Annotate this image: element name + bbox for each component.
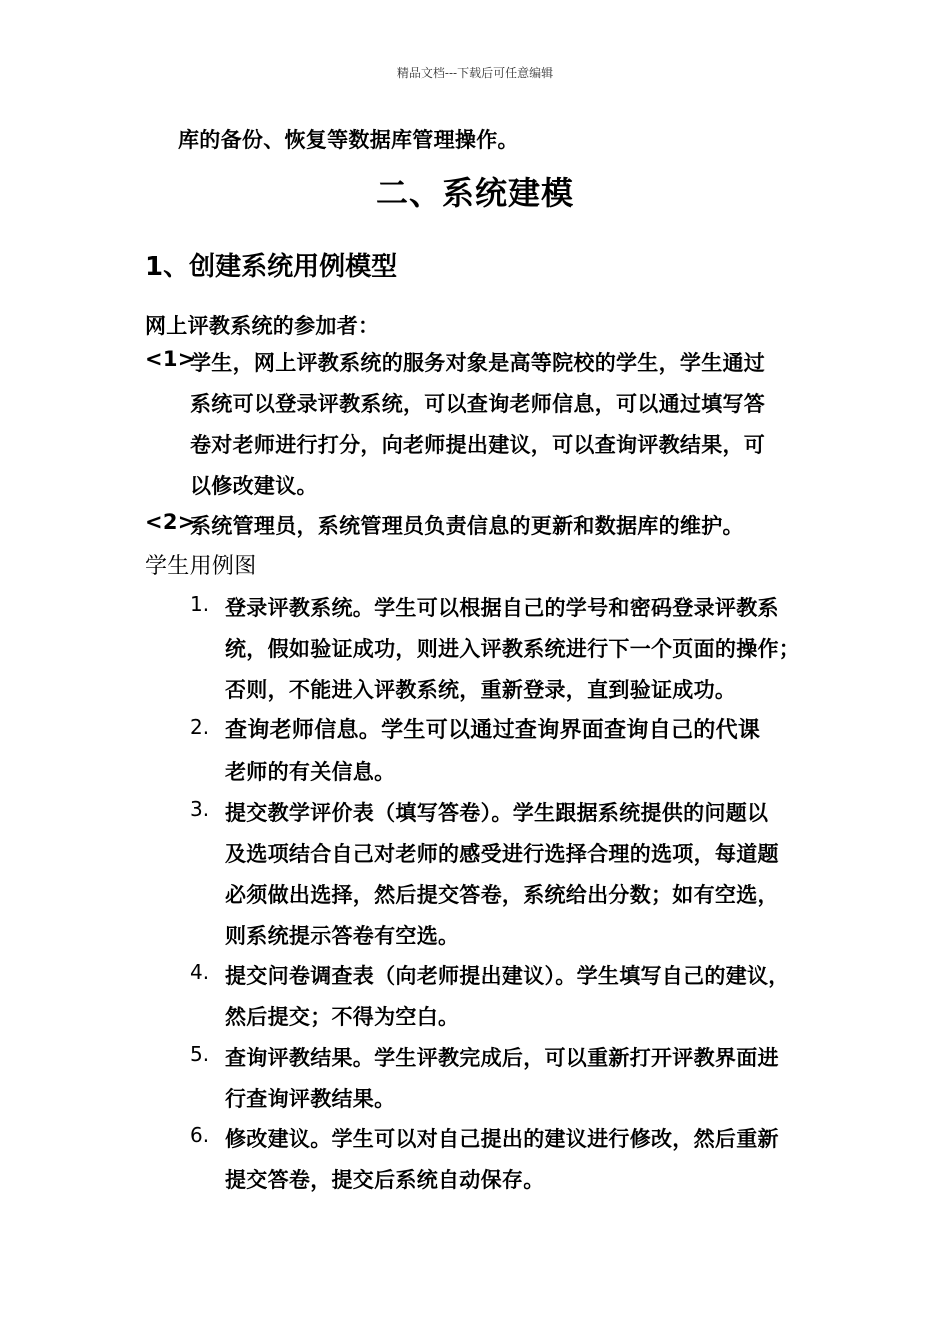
list-item-line: 提交答卷，提交后系统自动保存。 xyxy=(225,1168,545,1192)
list-item-line: 老师的有关信息。 xyxy=(225,760,396,784)
list-item-line: 修改建议。学生可以对自己提出的建议进行修改，然后重新 xyxy=(225,1127,779,1151)
list-item-number: 5. xyxy=(190,1042,210,1066)
participant-marker: <1> xyxy=(145,347,196,371)
list-item-line: 行查询评教结果。 xyxy=(225,1087,396,1111)
list-item-line: 然后提交；不得为空白。 xyxy=(225,1005,460,1029)
intro-line: 库的备份、恢复等数据库管理操作。 xyxy=(178,128,519,152)
list-item-line: 及选项结合自己对老师的感受进行选择合理的选项，每道题 xyxy=(225,842,779,866)
list-item-line: 提交教学评价表（填写答卷）。学生跟据系统提供的问题以 xyxy=(225,801,769,825)
participant-line: 系统管理员，系统管理员负责信息的更新和数据库的维护。 xyxy=(190,514,744,538)
list-item-number: 4. xyxy=(190,960,210,984)
participant-line: 以修改建议。 xyxy=(190,474,318,498)
list-item-number: 1. xyxy=(190,592,210,616)
list-item-line: 查询评教结果。学生评教完成后，可以重新打开评教界面进 xyxy=(225,1046,779,1070)
list-item-line: 则系统提示答卷有空选。 xyxy=(225,924,460,948)
list-item-line: 必须做出选择，然后提交答卷，系统给出分数；如有空选， xyxy=(225,883,779,907)
participant-line: 学生，网上评教系统的服务对象是高等院校的学生，学生通过 xyxy=(190,351,766,375)
participant-line: 卷对老师进行打分，向老师提出建议，可以查询评教结果，可 xyxy=(190,433,766,457)
list-item-number: 3. xyxy=(190,797,210,821)
list-item-line: 提交问卷调查表（向老师提出建议）。学生填写自己的建议， xyxy=(225,964,790,988)
participant-line: 系统可以登录评教系统，可以查询老师信息，可以通过填写答 xyxy=(190,392,766,416)
participant-marker: <2> xyxy=(145,510,196,534)
list-item-number: 6. xyxy=(190,1123,210,1147)
usecase-heading: 学生用例图 xyxy=(145,554,257,579)
list-item-line: 否则，不能进入评教系统，重新登录，直到验证成功。 xyxy=(225,678,737,702)
participants-heading: 网上评教系统的参加者： xyxy=(145,314,380,338)
list-item-line: 查询老师信息。学生可以通过查询界面查询自己的代课 xyxy=(225,718,761,743)
list-item-number: 2. xyxy=(190,715,210,739)
page-header: 精品文档---下载后可任意编辑 xyxy=(396,66,554,80)
subsection-title: 1、创建系统用例模型 xyxy=(145,252,398,282)
list-item-line: 登录评教系统。学生可以根据自己的学号和密码登录评教系 xyxy=(225,596,779,620)
list-item-line: 统，假如验证成功，则进入评教系统进行下一个页面的操作； xyxy=(225,637,801,661)
section-title: 二、系统建模 xyxy=(375,174,574,212)
